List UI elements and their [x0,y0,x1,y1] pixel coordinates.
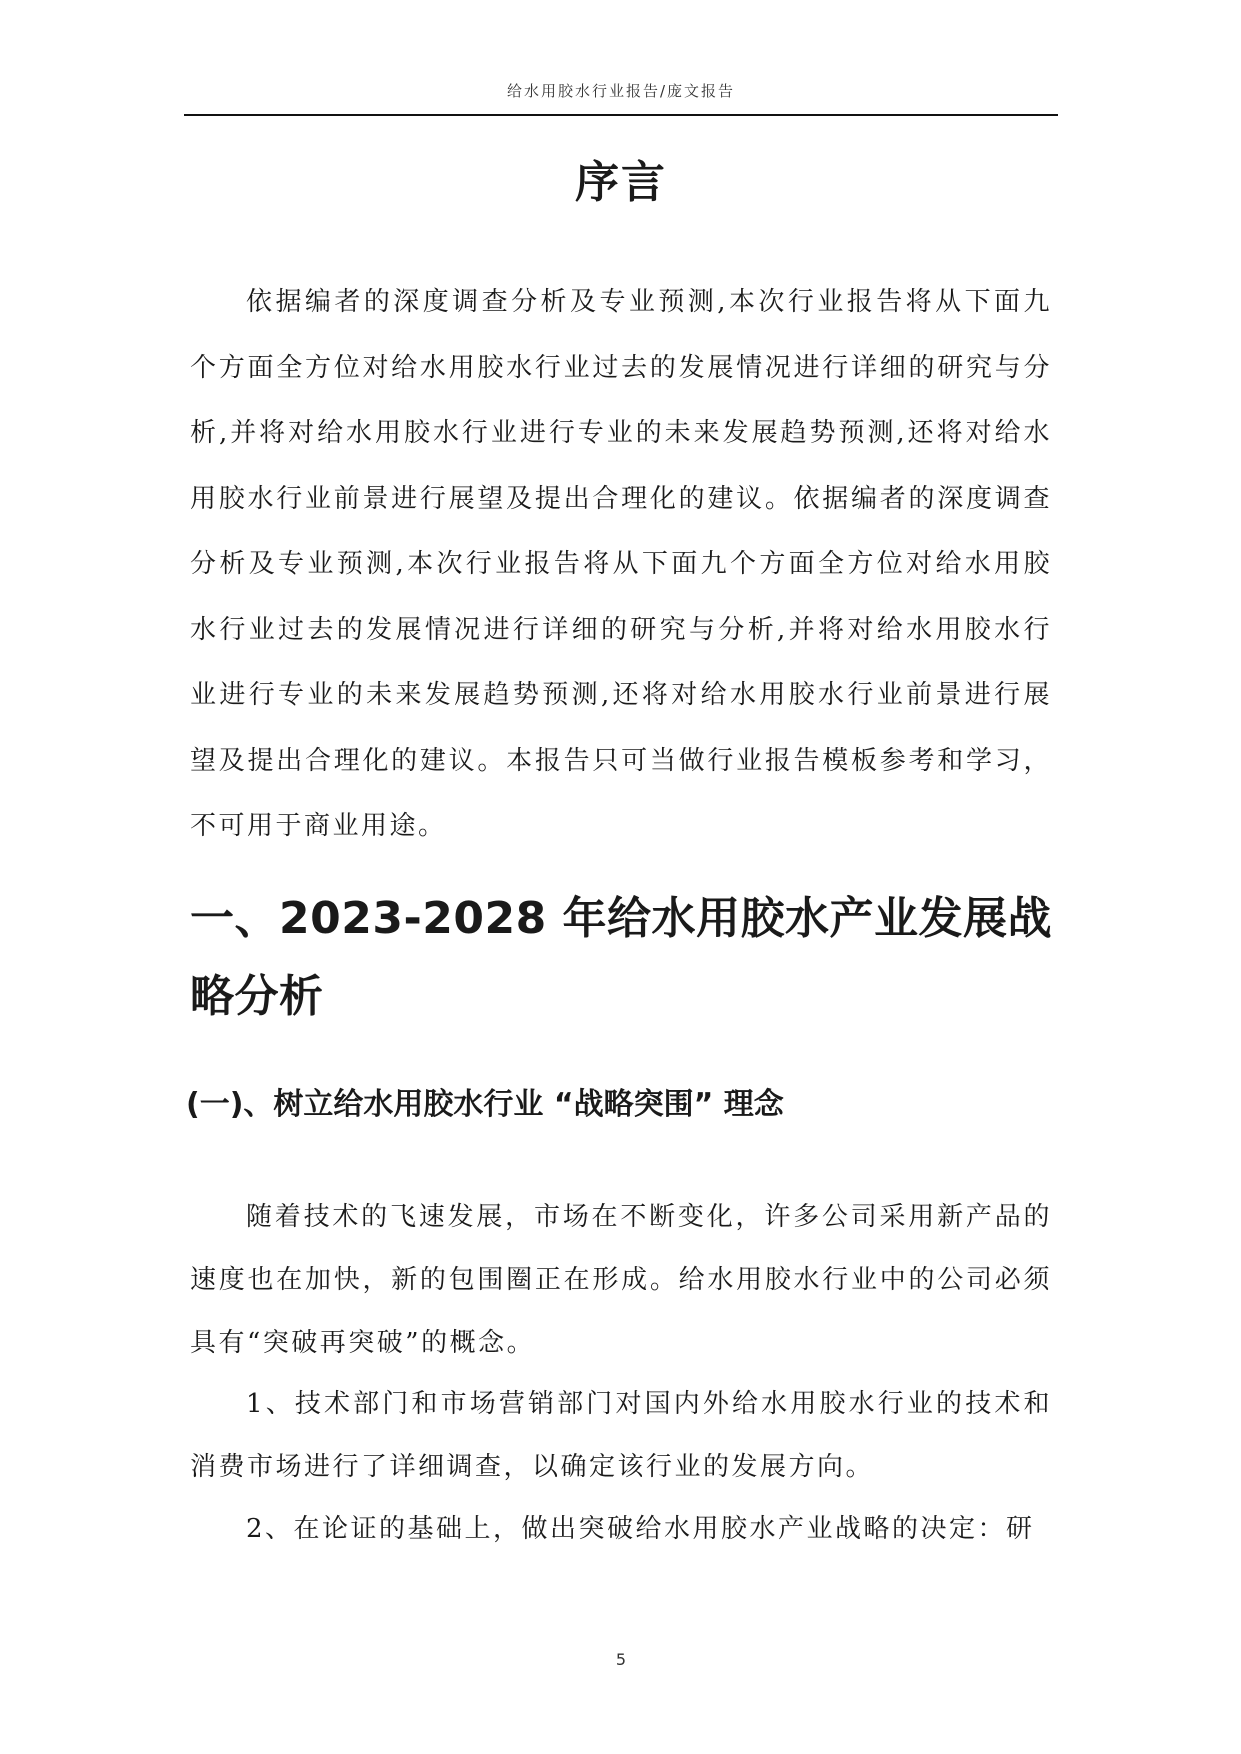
body-paragraph: 随着技术的飞速发展，市场在不断变化，许多公司采用新产品的速度也在加快，新的包围圈正在形成。给水用胶水行业中的公司必须具有“突破再突破”的概念。 [190,1202,1052,1358]
running-header: 给水用胶水行业报告/庞文报告 [506,82,736,100]
section-heading: 一、2023-2028 年给水用胶水产业发展战略分析 [190,893,1053,1022]
header-rule [184,114,1058,116]
preface-paragraph: 依据编者的深度调查分析及专业预测,本次行业报告将从下面九个方面全方位对给水用胶水行业过去的发展情况进行详细的研究与分析,并将对给水用胶水行业进行专业的未来发展趋势预测,还将对给水用胶水行业前景进行展望及提出合理化的建议。依据编者的深度调查分析及专业预测,本次行业报告将从下面九个方面全方位对给水用胶水行业过去的发展情况进行详细的研究与分析,并将对给水用胶水行业进行专业的未来发展趋势预测,还将对给水用胶水行业前景进行展望及提出合理化的建议。本报告只可当做行业报告模板参考和学习，不可用于商业用途。 [190,287,1052,841]
page-title: 序言 [575,157,667,208]
body-paragraph: 1、技术部门和市场营销部门对国内外给水用胶水行业的技术和消费市场进行了详细调查，以确定该行业的发展方向。 [190,1389,1052,1482]
page-number: 5 [615,1650,627,1669]
body-paragraph: 2、在论证的基础上，做出突破给水用胶水产业战略的决定：研 [246,1514,1035,1544]
subsection-heading: (一)、树立给水用胶水行业 “战略突围” 理念 [186,1087,784,1122]
